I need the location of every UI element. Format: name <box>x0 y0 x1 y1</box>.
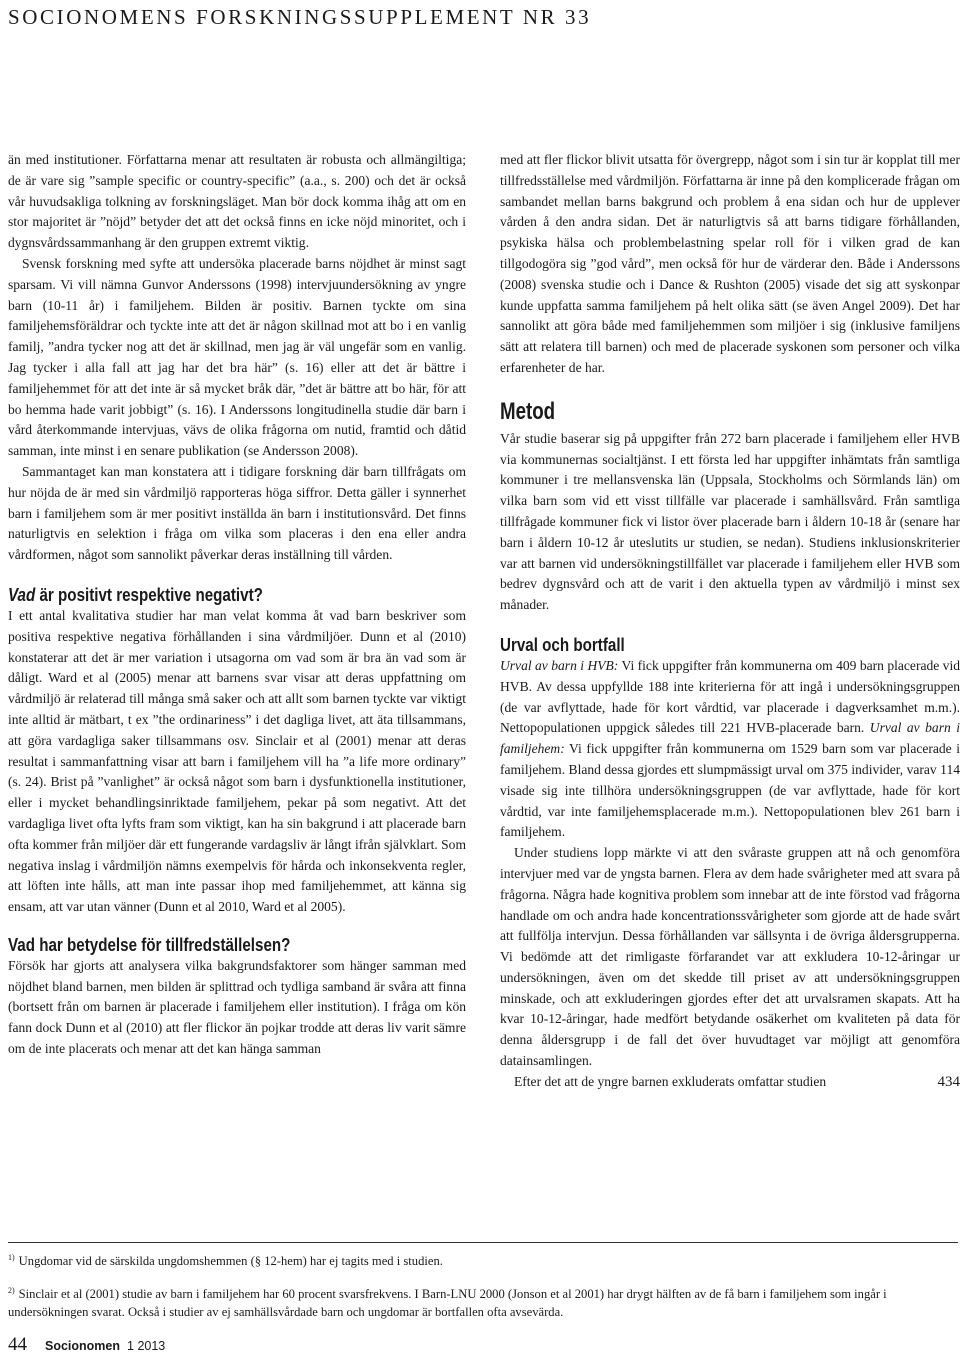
issue-year: 1 2013 <box>127 1339 165 1353</box>
footnote <box>8 1249 958 1270</box>
paragraph-text: Vi fick uppgifter från kommunerna om 409 barn placerade vid HVB. Av dessa uppfyllde 188 inte kriterierna för att ingå i undersökningsgruppen (de var avflyttade, hade för kort vårdtid, var placerade i dagverksamhet m.m.). Nettopopulationen uppgick således till 221 HVB-placerade barn. <box>500 658 960 735</box>
paragraph-text: Efter det att de yngre barnen exkluderats omfattar studien <box>514 1074 826 1089</box>
footnote-text: Ungdomar vid de särskilda ungdomshemmen (§ 12-hem) har ej tagits med i studien. <box>19 1254 443 1268</box>
paragraph-text: än med institutioner. Författarna menar att resultaten är robusta och allmängiltiga; de är vare sig ”sample specific or country-specific” (a.a., s. 200) och det är också vår huvudsakliga tolkning av forskningsläget. <box>8 152 466 209</box>
inline-label: Urval av barn i HVB: <box>500 658 618 673</box>
inline-label: Urval av barn i familjehem: <box>500 720 960 756</box>
paragraph: Försök har gjorts att analysera vilka bakgrundsfaktorer som hänger samman med nöjdhet bland barnen, men bilden är splittrad och tydliga samband är svåra att finna (bortsett från om barnen är placerade i familjehem eller institution). I fråga om kön fann dock Dunn et al (2010) att fler flickor än pojkar trodde att deras liv varit sämre om de inte placerats och menar att det kan hänga samman <box>8 956 466 1060</box>
section-heading: Vad har betydelse för tillfredställelsen? <box>8 934 384 956</box>
footnote-mark: 2) <box>8 1286 15 1295</box>
paragraph <box>500 656 960 843</box>
paragraph: Sammantaget kan man konstatera att i tidigare forskning där barn tillfrågats om hur nöjda de är med sin vårdmiljö rapporteras höga siffror. Detta gäller i synnerhet barn i familjehem som är mer positivt inställda än barn i institutionsvård. Det finns naturligtvis en selektion i fråga om vilka som placeras i den ena eller andra vårdformen, något som sannolikt påverkar deras inställning till vården. <box>8 462 466 566</box>
heading-italic-word: Vad <box>8 584 35 605</box>
paragraph-text: Man bör dock komma ihåg att om en stor majoritet är ”nöjd” betyder det att det också finns en icke nöjd minoritet, och i dygnsvårdssammanhang är den gruppen extremt viktig. <box>8 194 466 251</box>
inline-number: 434 <box>924 1072 960 1093</box>
paragraph <box>500 1072 960 1093</box>
footnote <box>8 1282 958 1321</box>
running-header: SOCIONOMENS FORSKNINGSSUPPLEMENT NR 33 <box>8 4 948 30</box>
paragraph: Under studiens lopp märkte vi att den svåraste gruppen att nå och genomföra intervjuer med var de yngsta barnen. Flera av dem hade svårigheter med att svara på frågorna. Några hade kognitiva problem som innebar att de inte förstod vad frågorna handlade om och andra hade koncentrationssvårigheter som gjorde att de hade svårt att fullfölja intervjun. Dessa förhållanden var sällsynta i de övriga åldersgrupperna. Vi bedömde att det rimligaste förfarandet var att exkludera 10-12-åringar ur undersökningen, även om det skedde till priset av att undersökningsgruppen minskade, och att exkluderingen gjordes efter det att urvalsramen skapats. Att ha kvar 10-12-åringar, hade medfört betydande osäkerhet om kvaliteten på data för denna åldersgrupp i de fall det över huvudtaget var möjligt att genomföra datainsamlingen. <box>500 843 960 1072</box>
page-number: 44 <box>8 1334 27 1355</box>
right-column <box>500 150 960 1093</box>
magazine-name: Socionomen <box>45 1339 120 1353</box>
paragraph: Svensk forskning med syfte att undersöka placerade barns nöjdhet är minst sagt sparsam. Vi vill nämna Gunvor Anderssons (1998) intervjuundersökning av yngre barn (10-11 år) i familjehem. Bilden är positiv. Barnen tyckte om sina familjehemsföräldrar och tyckte inte att det är någon skillnad mot att bo i en vanlig familj, ”andra tycker nog att det är skillnad, men jag är väl ungefär som en vanlig. Jag tycker i alla fall att jag har det bra här” (s. 16) eller att det är bättre i familjehemmet för att det inte är så mycket bråk där, ”det är bättre att bo här, för att bo hemma hade varit jobbigt” (s. 16). I Anderssons longitudinella studie där barn i vård återkommande intervjuas, vävs de olika frågorna om nutid, framtid och dåtid samman, inte minst i en senare publikation (se Andersson 2008). <box>8 254 466 462</box>
page-footer <box>8 1334 165 1356</box>
footnotes <box>8 1242 958 1333</box>
section-heading: Metod <box>500 399 859 425</box>
left-column <box>8 150 466 1060</box>
paragraph: med att fler flickor blivit utsatta för övergrepp, något som i sin tur är kopplat till mer tillfredsställelse med vårdmiljön. Författarna är inne på den komplicerade frågan om sambandet mellan barns bakgrund och problem å ena sidan och hur de upplever vården å den andra sidan. Det är naturligtvis så att barns tidigare förhållanden, psykiska hälsa och problembelastning spelar roll för i vilken grad de kan tillgodogöra sig ”god vård”, men också för hur de värderar den. Både i Anderssons (2008) svenska studie och i Dance & Rushton (2005) visade det sig att syskonpar kunde uppfatta samma familjehem på helt olika sätt (se även Angel 2009). Det har sannolikt att göra både med familjehemmen som miljöer i sig (inklusive familjens sätt att relatera till barnen) och med de placerade syskonen som personer och vilka erfarenheter de har. <box>500 150 960 379</box>
paragraph <box>8 150 466 254</box>
section-heading <box>8 584 384 606</box>
paragraph: Vår studie baserar sig på uppgifter från 272 barn placerade i familjehem eller HVB via kommunernas socialtjänst. I ett första led har uppgifter inhämtats från samtliga kommuner i tre mellansvenska län (Uppsala, Stockholms och Sörmlands län) om vilka barn som vid ett visst tillfälle var placerade i samhällsvård. Från samtliga tillfrågade kommuner fick vi listor över placerade barn i åldern 10-18 år (senare har barn i åldern 10-12 år uteslutits ur studien, se nedan). Studiens inklusionskriterier var att barnen vid undersökningstillfället var placerade i familjehem eller HVB som bedrev dygnsvård och att de varit i den aktuella typen av vårdmiljö i minst sex månader. <box>500 429 960 616</box>
footnote-text: Sinclair et al (2001) studie av barn i familjehem har 60 procent svarsfrekvens. I Barn-LNU 2000 (Jonson et al 2001) har drygt hälften av de få barn i familjehem som ingår i undersökningen svarat. Också i studier av ej samhällsvårdade barn och ungdomar är bortfallen ofta avsevärda. <box>8 1287 887 1319</box>
paragraph-text: Vi fick uppgifter från kommunerna om 1529 barn som var placerade i familjehem. Bland dessa gjordes ett slumpmässigt urval om 375 individer, varav 114 visade sig inte tillhöra undersökningsgruppen (de var avflyttade, hade för kort vårdtid, var inte familjehemsplacerade m.m.). Nettopopulationen blev 261 barn i familjehem. <box>500 741 960 839</box>
footnote-mark: 1) <box>8 1253 15 1262</box>
section-heading: Urval och bortfall <box>500 634 877 656</box>
paragraph: I ett antal kvalitativa studier har man velat komma åt vad barn beskriver som positiva respektive negativa förhållanden i sina vårdmiljöer. Dunn et al (2010) konstaterar att det är mer variation i utsagorna om vad som är bra än vad som är dåligt. Ward et al (2005) menar att barnens svar visar att deras uppfattning om vårdmiljö är relaterad till många små saker och att allt som barnen tyckte var viktigt inte alltid är mätbart, t ex ”the ordinariness” i det dagliga livet, att äta tillsammans, att göra vardagliga saker tillsammans osv. Sinclair et al (2001) menar att deras resultat i sammanfattning visar att barn i familjehem vill ha ”a life more ordinary” (s. 24). Brist på ”vanlighet” är också något som barn i dysfunktionella institutioner, eller i mycket behandlingsinriktade familjehem, pekar på som negativt. Att det vardagliga livet ofta lyfts fram som viktigt, kan ha sin bakgrund i att placerade barn ofta kommer från miljöer där ett fungerande vardagsliv är långt ifrån självklart. Som negativa inslag i vårdmiljön nämns exempelvis för hårda och inkonsekventa regler, att löften inte hålls, att man inte passar ihop med familjehemmet, att känna sig ensam, att var utan vänner (Dunn et al 2010, Ward et al 2005). <box>8 606 466 918</box>
heading-text: är positivt respektive negativt? <box>35 584 263 605</box>
